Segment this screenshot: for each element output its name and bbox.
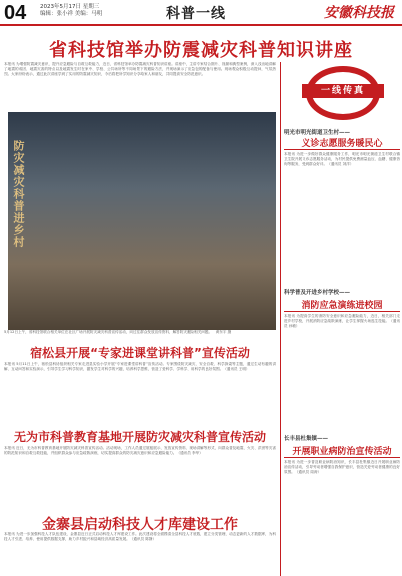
- article-title-jinzhai: 金寨县启动科技人才库建设工作: [42, 517, 238, 533]
- article-title-wuwei: 无为市科普教育基地开展防灾减灾科普宣传活动: [13, 430, 266, 444]
- sidebar-title-occupational: 开展职业病防治宣传活动: [292, 447, 392, 457]
- lead-article-text: 本报讯 为增强防震减灾意识，提升应急避险与自救互救能力，近日，省科技馆举办防震减灾科普知识讲座。讲座中，主讲专家结合图片、视频和典型案例，深入浅出地讲解了地震的成因、地震灾害的特点以及地震发生时在家中、学校、公共场所等不同场景下的避险方法，并现场演示了应急包的配备与使用。现场观众积极互动提问，气氛热烈。大家纷纷表示，通过此次讲座学到了实用的防震减灾知识，今后将把所学知识分享给家人和朋友，共同提高安全防范意识。: [4, 62, 276, 76]
- kicker-school: 科学普及开进乡村学校——: [284, 290, 351, 296]
- sidebar-rule: [284, 311, 400, 312]
- article-text-jinzhai: 本报讯 为进一步加强科技人才队伍建设，金寨县近日正式启动科技人才库建设工作。此次建设将全面摸清全县科技人才底数，建立分类管理、动态更新的人才数据库，为科技人才引进、培养、使用提供数据支撑，助力乡村振兴和县域经济高质量发展。（通讯员 陈静）: [4, 532, 276, 541]
- page-header: [0, 0, 402, 24]
- main-headline: 省科技馆举办防震减灾科普知识讲座: [49, 40, 353, 61]
- sidebar-title-clinic: 义诊志愿服务暖民心: [301, 139, 383, 149]
- kicker-changfeng: 长丰县杜集镇——: [284, 436, 329, 442]
- section-badge: 一线传真: [302, 84, 384, 98]
- photo-banner-text: 防灾减灾科普进乡村: [12, 140, 25, 248]
- sidebar-rule: [284, 457, 400, 458]
- article-text-wuwei: 本报讯 近日，无为市科普教育基地开展防灾减灾科普宣传活动。活动现场，工作人员通过展板展示、发放宣传资料、现场讲解等形式，向群众普及地震、火灾、洪涝等灾害的防范知识和自救互救技能，并组织群众参与应急疏散演练，切实提高群众的防灾减灾意识和应急避险能力。（通讯员 李华）: [4, 446, 276, 455]
- column-divider: [280, 62, 281, 576]
- sidebar-text-occupational: 本报讯 为进一步普及职业病防治知识，长丰县杜集镇近日开展职业病防治宣传活动，引导劳动者增强自我保护意识，营造关爱劳动者健康的良好氛围。（通讯员 周涛）: [284, 460, 400, 474]
- newspaper-logo: 安徽科技报: [324, 5, 394, 21]
- issue-date: 2023年5月17日 星期三: [40, 4, 100, 10]
- issue-info: [40, 4, 102, 18]
- sidebar-title-fire-drill: 消防应急演练进校园: [301, 301, 383, 311]
- column-title: 科普一线: [166, 6, 226, 22]
- header-rule: [0, 24, 402, 26]
- news-photo: [8, 112, 276, 330]
- kicker-mingguang: 明光市明光街道卫生村——: [284, 130, 351, 136]
- editor-credit: 编辑：张小祥 美编：马明: [40, 11, 103, 17]
- sidebar-text-clinic: 本报讯 为进一步做好群众健康服务工作，明光市明光街道卫生村联合镇卫生院开展义诊志愿服务活动，为村民提供免费测量血压、血糖、健康咨询等服务，受到群众好评。（通讯员 刘洋）: [284, 152, 400, 166]
- photo-caption: 5月12日上午，省科技馆联合相关单位在社区广场开展防灾减灾科普宣传活动，向过往群众发放宣传资料，解答防灾避险相关问题。 黄东宇 摄: [4, 330, 232, 334]
- page-number: 04: [4, 2, 27, 24]
- sidebar-text-fire-drill: 本报讯 为提高学生的消防安全意识和应急避险能力，近日，相关部门走进乡村学校，开展消防应急疏散演练，让学生掌握火场逃生技能。（通讯员 孙敏）: [284, 314, 400, 328]
- article-title-susong: 宿松县开展“专家进课堂讲科普”宣传活动: [30, 346, 250, 360]
- article-text-susong: 本报讯 5月11日上午，宿松县科协组织相关专家走进县实验小学开展“专家进课堂讲科普”宣传活动。专家围绕防灾减灾、安全自救、科学探索等主题，通过生动有趣的讲解、互动问答和实验演示，引导学生学习科学知识，激发学生对科学的兴趣，培养科学思维，营造了爱科学、学科学、用科学的良好氛围。（通讯员 王明）: [4, 362, 276, 371]
- sidebar-rule: [284, 149, 400, 150]
